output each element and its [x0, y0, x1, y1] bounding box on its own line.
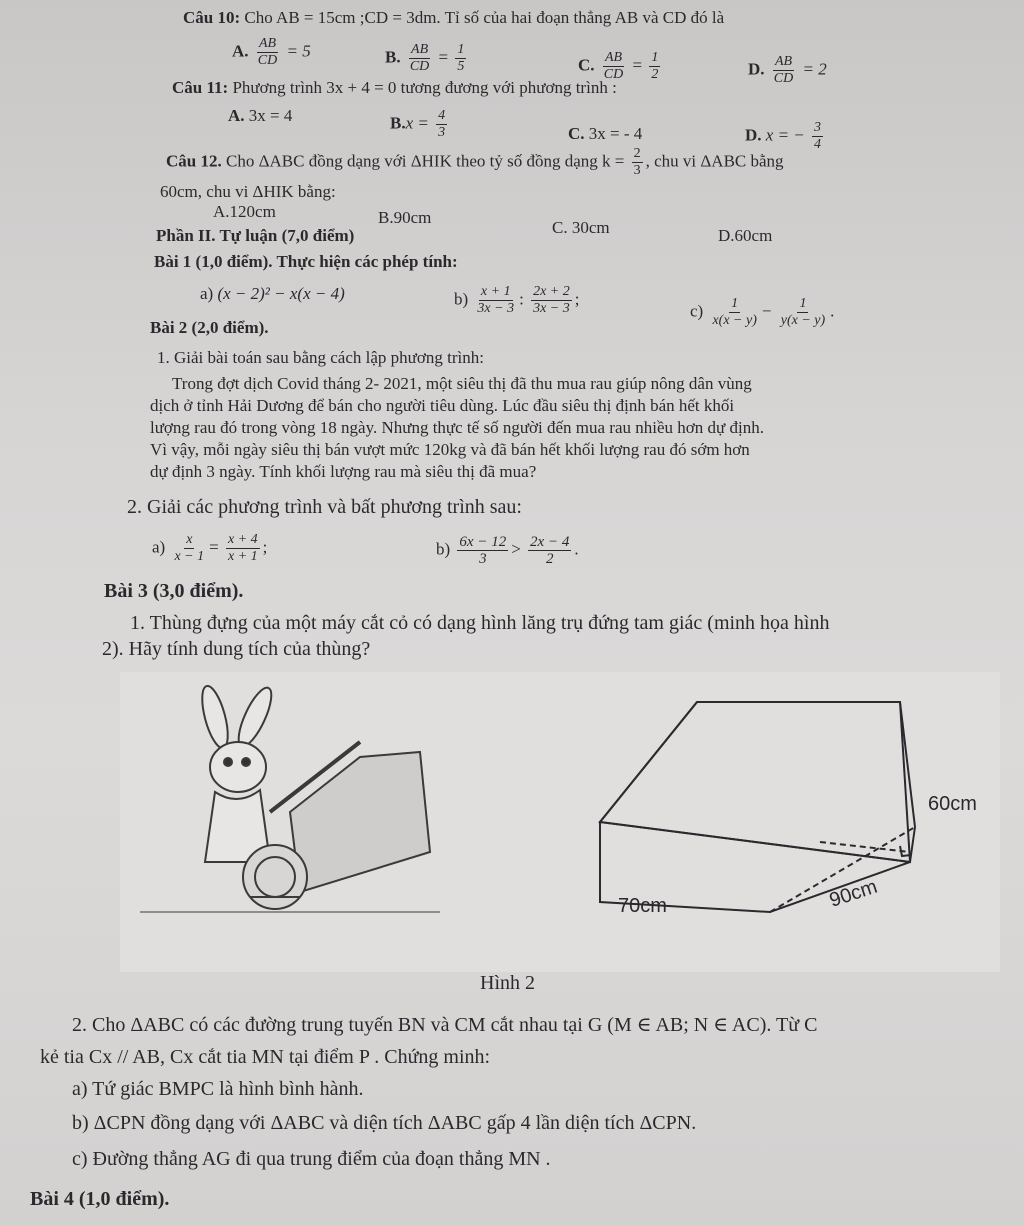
- q10-stem: Cho AB = 15cm ;CD = 3dm. Tỉ số của hai đoạn thẳng AB và CD đó là: [244, 8, 725, 27]
- bai3-item-a: a) Tứ giác BMPC là hình bình hành.: [72, 1078, 364, 1100]
- bai1-c: c) $\frac{1}{x(x - y)}$ − $\frac{1}{y(x - y)}$ .: [690, 296, 835, 328]
- q10-line: [183, 8, 724, 28]
- bai2-eq-b: b) $\frac{6x - 12}{3}$ > $\frac{2x - 4}{2}$ .: [436, 534, 579, 567]
- q11-option-d: D. x = − $\frac{3}{4}$: [745, 120, 822, 152]
- bai2-para-1: Trong đợt dịch Covid tháng 2- 2021, một siêu thị đã thu mua rau giúp nông dân vùng: [172, 374, 752, 393]
- bai2-sub1: 1. Giải bài toán sau bằng cách lập phương trình:: [157, 348, 484, 367]
- bai2-para-4: Vì vậy, mỗi ngày siêu thị bán vượt mức 120kg và đã bán hết khối lượng rau đó sớm hơn: [150, 440, 750, 459]
- fig-height-label: 60cm: [928, 793, 977, 815]
- q10-option-d: D. $\frac{AB}{CD}$ = 2: [748, 54, 827, 86]
- q12-line2: 60cm, chu vi ΔHIK bằng:: [160, 182, 336, 201]
- fig-depth-label: 90cm: [826, 875, 881, 912]
- bai3-item-c: c) Đường thẳng AG đi qua trung điểm của đoạn thẳng MN .: [72, 1148, 551, 1170]
- bai2-eq-a: a) $\frac{x}{x - 1}$ = $\frac{x + 4}{x + 1}$ ;: [152, 532, 268, 564]
- q11-line: Câu 11: Phương trình 3x + 4 = 0 tương đương với phương trình :: [172, 78, 617, 97]
- q12-option-d: D.60cm: [718, 226, 773, 245]
- bai3-title: Bài 3 (3,0 điểm).: [104, 580, 244, 602]
- figure-caption: Hình 2: [480, 972, 535, 994]
- bai2-sub2: 2. Giải các phương trình và bất phương trình sau:: [127, 496, 522, 518]
- bai2-para-2: dịch ở tỉnh Hải Dương để bán cho người tiêu dùng. Lúc đầu siêu thị định bán hết khối: [150, 396, 735, 415]
- bai1-a: a) (x − 2)² − x(x − 4): [200, 284, 345, 303]
- q12-line: Câu 12. Cho ΔABC đồng dạng với ΔHIK theo tỷ số đồng dạng k = $\frac{2}{3}$ , chu vi ΔABC bằng: [166, 146, 784, 178]
- bai3-sub2-line2: kẻ tia Cx // AB, Cx cắt tia MN tại điểm P . Chứng minh:: [40, 1046, 491, 1068]
- q11-option-a: A. 3x = 4: [228, 106, 293, 125]
- bai2-title: Bài 2 (2,0 điểm).: [150, 318, 269, 337]
- bai3-item-b: b) ΔCPN đồng dạng với ΔABC và diện tích ΔABC gấp 4 lần diện tích ΔCPN.: [72, 1112, 697, 1134]
- figure-2: [120, 672, 1000, 972]
- bai1-b: b) $\frac{x + 1}{3x - 3}$ : $\frac{2x + 2}{3x - 3}$ ;: [454, 284, 580, 316]
- q10-label: Câu 10:: [183, 8, 241, 27]
- q12-option-b: B.90cm: [378, 208, 432, 227]
- mower-illustration: [120, 672, 1000, 972]
- bai3-sub1-line2: 2). Hãy tính dung tích của thùng?: [102, 638, 371, 660]
- part2-heading: Phần II. Tự luận (7,0 điểm): [156, 226, 355, 245]
- bai2-para-5: dự định 3 ngày. Tính khối lượng rau mà siêu thị đã mua?: [150, 462, 537, 481]
- bai1-title: Bài 1 (1,0 điểm). Thực hiện các phép tính:: [154, 252, 458, 271]
- q10-option-c: C. $\frac{AB}{CD}$ = $\frac{1}{2}$: [578, 50, 659, 82]
- q12-option-c: C. 30cm: [552, 218, 610, 237]
- rabbit-icon: [197, 684, 278, 862]
- q10-option-a: A. $\frac{AB}{CD}$ = 5: [232, 36, 311, 68]
- q12-option-a: A.120cm: [213, 202, 276, 221]
- bai3-sub2-line1: 2. Cho ΔABC có các đường trung tuyến BN và CM cắt nhau tại G (M ∈ AB; N ∈ AC). Từ C: [72, 1014, 818, 1036]
- bai2-para-3: lượng rau đó trong vòng 18 ngày. Nhưng thực tế số người đến mua rau nhiều hơn dự định.: [150, 418, 764, 437]
- fig-width-label: 70cm: [618, 895, 667, 917]
- bai3-sub1-line1: 1. Thùng đựng của một máy cắt cỏ có dạng hình lăng trụ đứng tam giác (minh họa hình: [130, 612, 830, 634]
- lawn-mower-icon: [140, 742, 440, 912]
- bai4-title: Bài 4 (1,0 điểm).: [30, 1188, 170, 1210]
- q11-option-c: C. 3x = - 4: [568, 124, 643, 143]
- q11-option-b: B.x = $\frac{4}{3}$: [390, 108, 446, 140]
- q10-option-b: B. $\frac{AB}{CD}$ = $\frac{1}{5}$: [385, 42, 465, 74]
